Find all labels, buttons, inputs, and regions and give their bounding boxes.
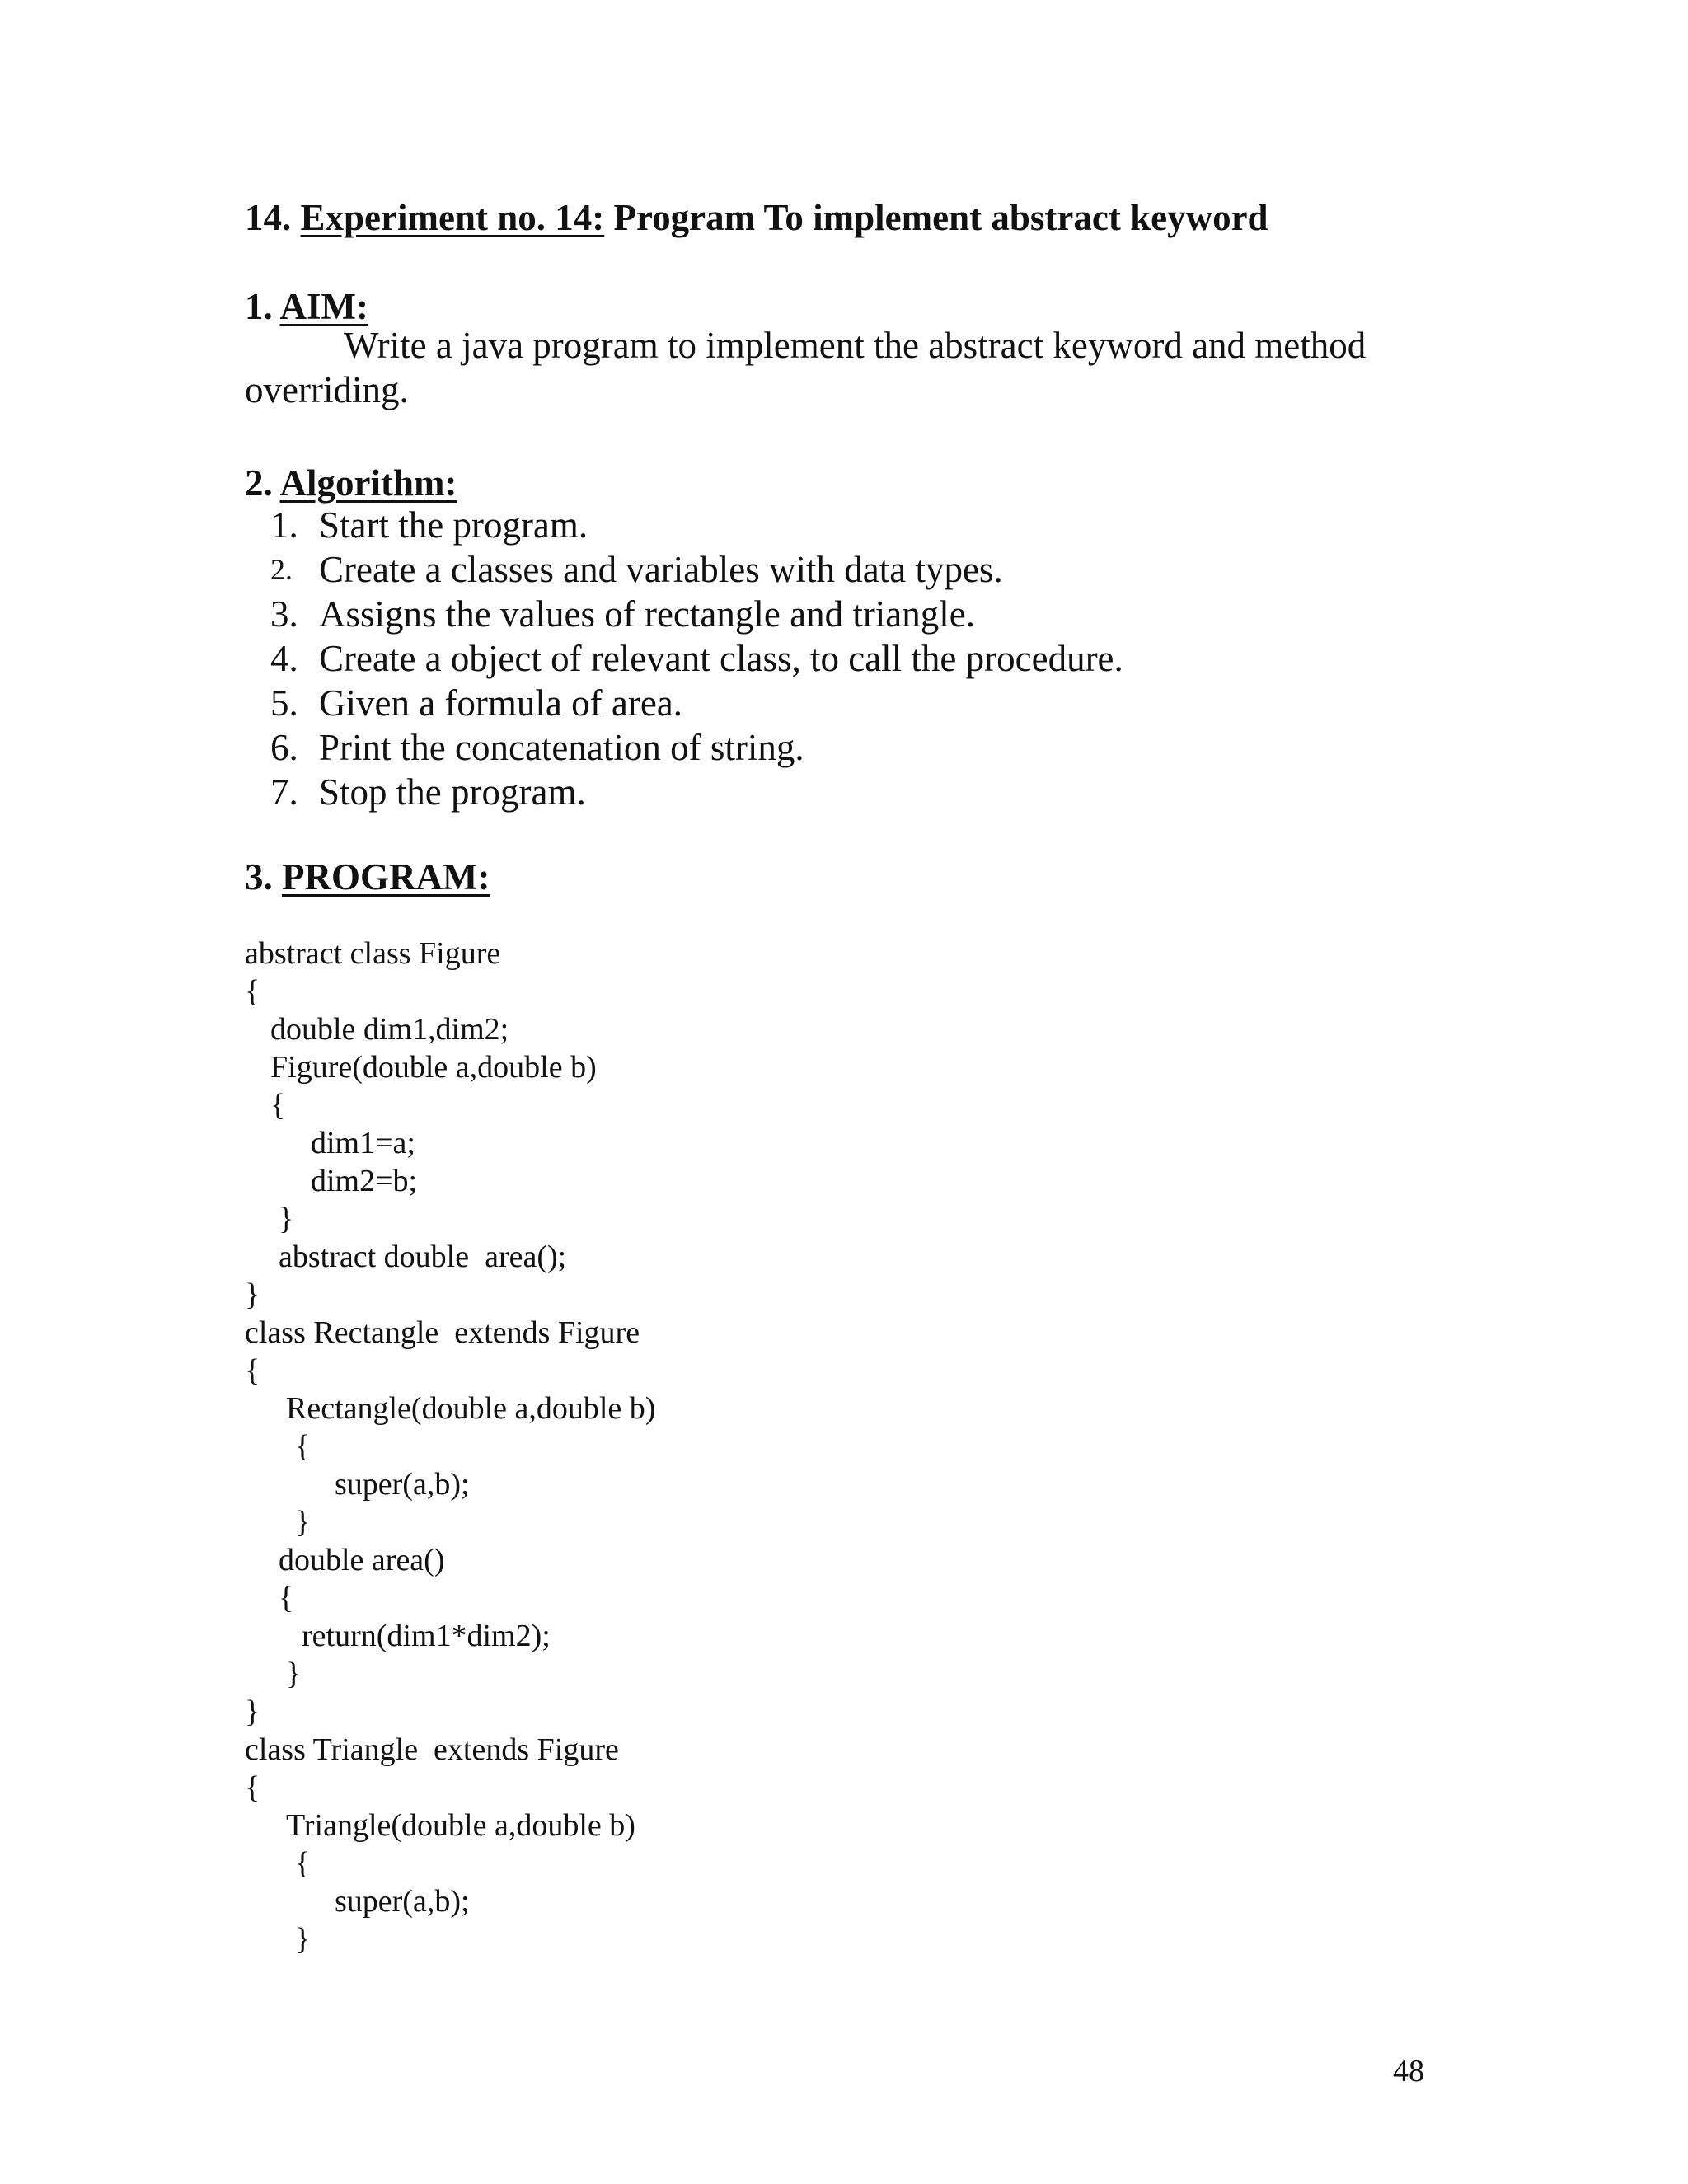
step-text: Print the concatenation of string.	[319, 727, 804, 768]
step-text: Start the program.	[319, 504, 588, 546]
code-line: {	[279, 1581, 294, 1615]
code-line: abstract double area();	[279, 1240, 567, 1274]
code-line: }	[245, 1277, 260, 1312]
step-text: Create a classes and variables with data types.	[319, 549, 1003, 590]
step-text: Stop the program.	[319, 771, 586, 813]
code-line: class Triangle extends Figure	[245, 1732, 619, 1767]
aim-title: AIM:	[279, 286, 368, 327]
code-line: abstract class Figure	[245, 936, 501, 971]
aim-text: Write a java program to implement the abstract keyword and method overriding.	[245, 325, 1367, 410]
aim-number: 1.	[245, 286, 273, 327]
algorithm-title: Algorithm:	[279, 462, 457, 504]
page-number: 48	[1393, 2054, 1424, 2088]
experiment-heading	[245, 194, 1268, 241]
step-text: Create a object of relevant class, to call the procedure.	[319, 638, 1123, 679]
code-line: {	[270, 1088, 286, 1122]
code-line: }	[295, 1505, 311, 1540]
program-number: 3.	[245, 856, 273, 898]
code-line: }	[295, 1922, 311, 1957]
code-line: }	[279, 1202, 294, 1236]
code-line: {	[245, 1353, 260, 1388]
code-line: Rectangle(double a,double b)	[286, 1391, 656, 1426]
code-line: }	[286, 1657, 302, 1691]
step-number: 4.	[270, 638, 298, 679]
step-number: 3.	[270, 593, 298, 635]
step-number: 7.	[270, 771, 298, 813]
code-line: {	[245, 1770, 260, 1805]
code-line: double dim1,dim2;	[270, 1012, 509, 1047]
step-number: 1.	[270, 504, 298, 546]
code-line: {	[245, 974, 260, 1009]
program-title: PROGRAM:	[282, 856, 490, 898]
step-number: 5.	[270, 682, 298, 724]
code-line: return(dim1*dim2);	[302, 1619, 551, 1653]
code-line: super(a,b);	[335, 1467, 470, 1502]
code-line: Triangle(double a,double b)	[286, 1808, 635, 1843]
code-line: {	[295, 1846, 311, 1881]
step-text: Assigns the values of rectangle and triangle.	[319, 593, 976, 635]
code-line: dim1=a;	[311, 1126, 415, 1160]
step-number: 6.	[270, 727, 298, 768]
step-text: Given a formula of area.	[319, 682, 683, 724]
code-line: super(a,b);	[335, 1884, 470, 1919]
code-line: }	[245, 1694, 260, 1729]
code-line: double area()	[279, 1543, 445, 1577]
code-line: {	[295, 1429, 311, 1464]
program-heading	[245, 854, 490, 900]
step-number: 2.	[270, 553, 293, 586]
code-line: class Rectangle extends Figure	[245, 1315, 640, 1350]
algorithm-heading	[245, 460, 457, 506]
algorithm-number: 2.	[245, 462, 273, 504]
code-line: dim2=b;	[311, 1164, 418, 1198]
experiment-label: Experiment no. 14:	[300, 197, 605, 238]
experiment-number: 14.	[245, 197, 292, 238]
experiment-title: Program To implement abstract keyword	[613, 197, 1268, 238]
code-line: Figure(double a,double b)	[270, 1050, 597, 1085]
